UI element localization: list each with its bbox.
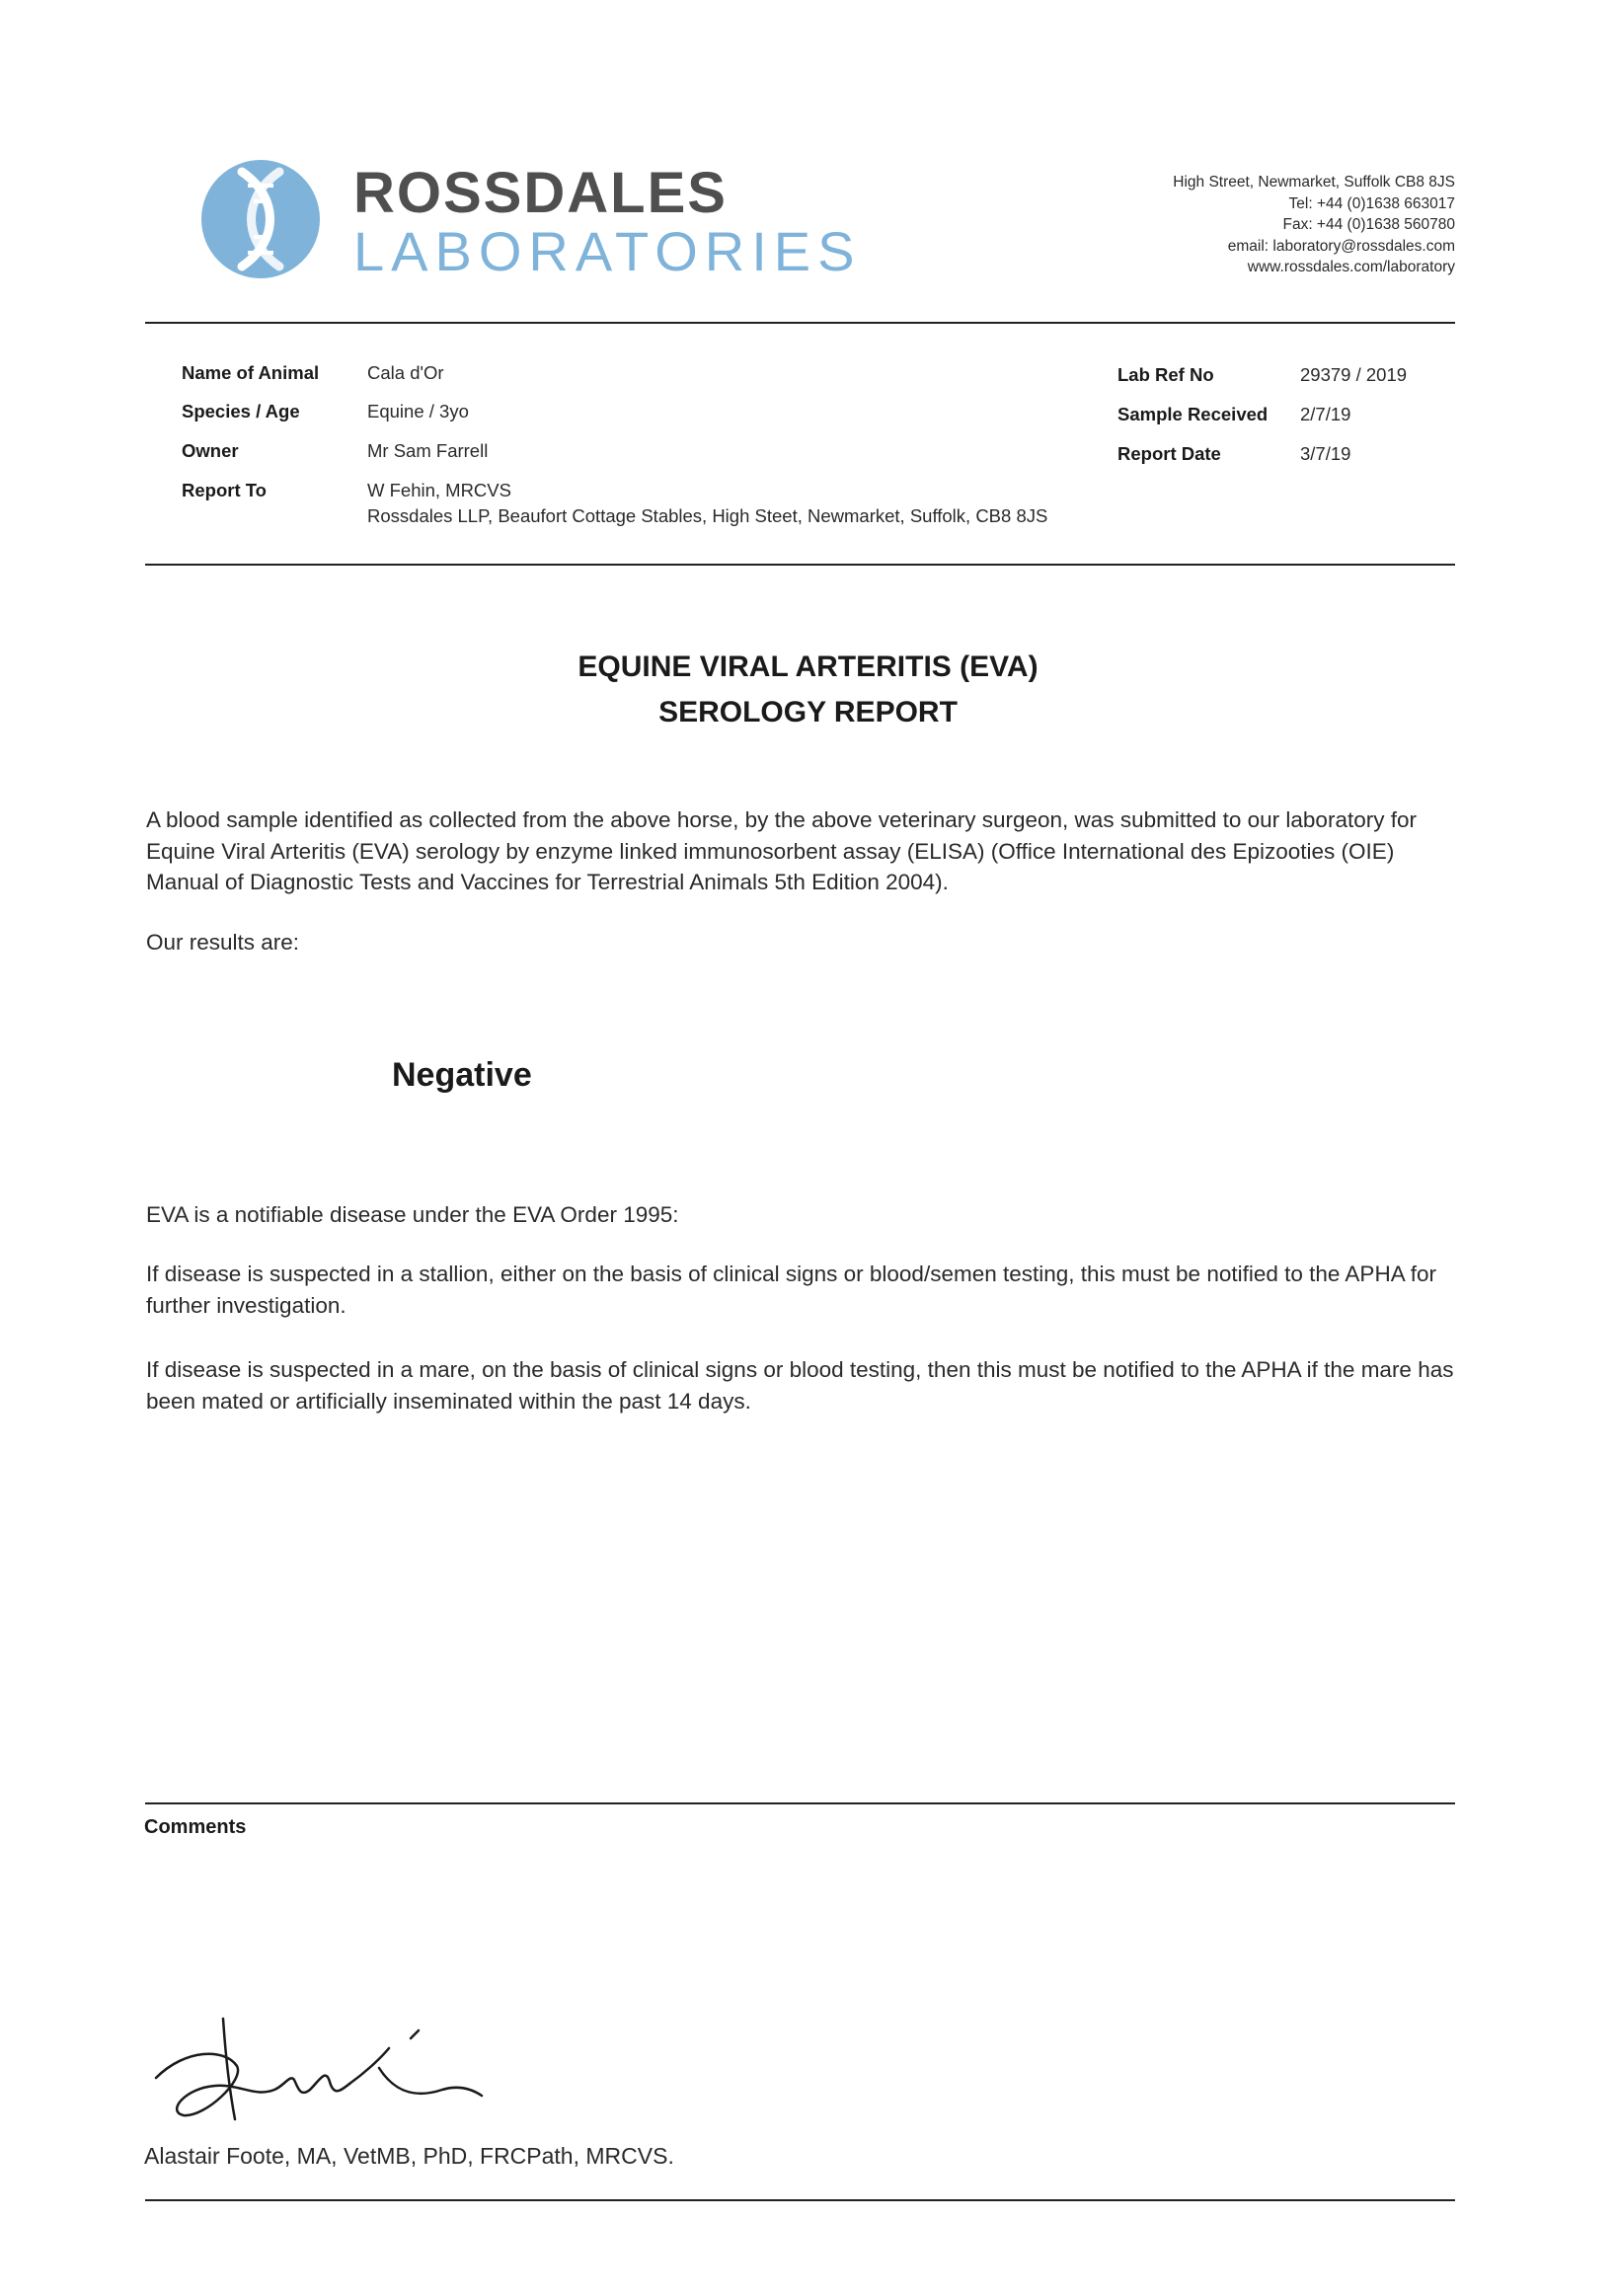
comments-label: Comments <box>144 1816 247 1838</box>
mare-note: If disease is suspected in a mare, on the basis of clinical signs or blood testing, then this must be notified to the APHA if the mare has been mated or artificially inseminated within the past 14 days. <box>146 1357 1454 1414</box>
comments-divider <box>145 1802 1455 1804</box>
owner-value: Mr Sam Farrell <box>367 440 489 461</box>
lab-ref-label: Lab Ref No <box>1117 364 1214 385</box>
brand-name: ROSSDALES <box>353 161 728 225</box>
report-to-address: Rossdales LLP, Beaufort Cottage Stables, High Steet, Newmarket, Suffolk, CB8 8JS <box>367 505 1048 526</box>
report-date-label: Report Date <box>1117 443 1221 464</box>
fax: Fax: +44 (0)1638 560780 <box>1282 216 1455 233</box>
species-label: Species / Age <box>182 401 300 421</box>
intro-paragraph: A blood sample identified as collected from the above horse, by the above veterinary surgeon, was submitted to our laboratory for Equine Viral Arteritis (EVA) serology by enzyme linked immunosorbent assay (ELISA) (Office International des Epizooties (OIE) Manual of Diagnostic Tests and Vaccines for Terrestrial Animals 5th Edition 2004). <box>146 807 1417 894</box>
telephone: Tel: +44 (0)1638 663017 <box>1288 194 1455 212</box>
report-title <box>0 645 1616 735</box>
name-label: Name of Animal <box>182 362 320 383</box>
lab-ref-value: 29379 / 2019 <box>1300 364 1408 385</box>
email[interactable]: email: laboratory@rossdales.com <box>1227 237 1455 255</box>
notifiable-note: EVA is a notifiable disease under the EVA Order 1995: <box>146 1202 679 1227</box>
address: High Street, Newmarket, Suffolk CB8 8JS <box>1173 174 1455 191</box>
contact-block <box>1173 172 1455 278</box>
signature <box>146 2009 501 2127</box>
brand-subtitle: LABORATORIES <box>353 220 862 282</box>
results-intro: Our results are: <box>146 930 300 955</box>
header-divider <box>145 322 1455 324</box>
stallion-note: If disease is suspected in a stallion, either on the basis of clinical signs or blood/semen testing, this must be notified to the APHA for further investigation. <box>146 1262 1436 1318</box>
details-divider <box>145 564 1455 566</box>
test-result: Negative <box>392 1056 532 1094</box>
report-to-value: W Fehin, MRCVS <box>367 480 511 500</box>
report-title-line1: EQUINE VIRAL ARTERITIS (EVA) <box>577 651 1039 683</box>
dna-logo-icon <box>200 158 321 280</box>
owner-label: Owner <box>182 440 239 461</box>
signer-name: Alastair Foote, MA, VetMB, PhD, FRCPath, MRCVS. <box>144 2143 674 2169</box>
website[interactable]: www.rossdales.com/laboratory <box>1247 259 1455 275</box>
footer-divider <box>145 2199 1455 2201</box>
sample-received-value: 2/7/19 <box>1300 404 1351 424</box>
species-value: Equine / 3yo <box>367 401 469 421</box>
report-title-line2: SEROLOGY REPORT <box>658 696 958 728</box>
name-value: Cala d'Or <box>367 362 444 383</box>
report-date-value: 3/7/19 <box>1300 443 1351 464</box>
report-to-label: Report To <box>182 480 267 500</box>
sample-received-label: Sample Received <box>1117 404 1269 424</box>
